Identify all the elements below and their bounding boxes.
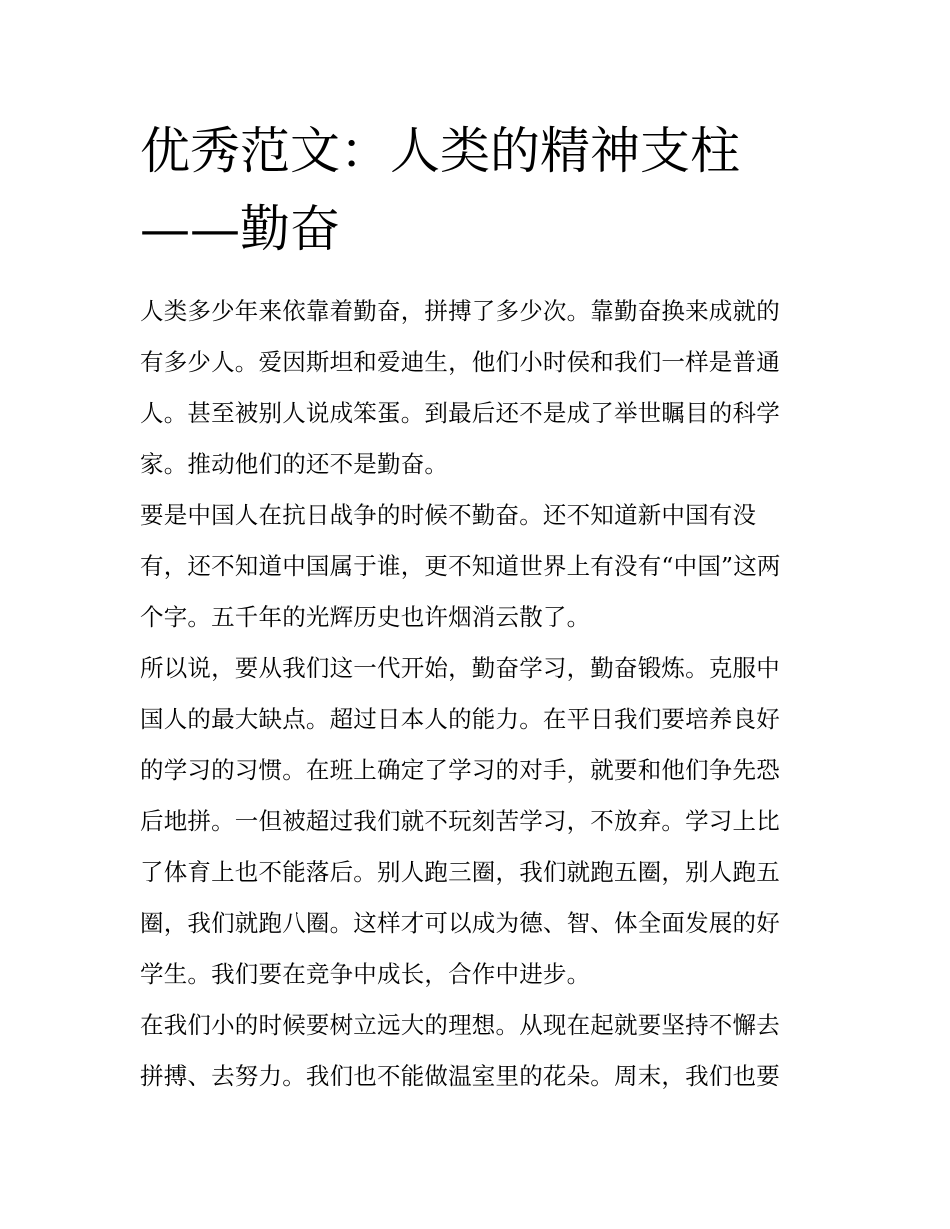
text-line: 人。甚至被别人说成笨蛋。到最后还不是成了举世瞩目的科学 (140, 399, 780, 427)
title-line: ——勤奋 (140, 200, 340, 258)
paragraph (140, 1000, 812, 1102)
text-line: 拼搏、去努力。我们也不能做温室里的花朵。周末，我们也要 (140, 1062, 780, 1090)
text-line: 圈，我们就跑八圈。这样才可以成为德、智、体全面发展的好 (140, 909, 780, 937)
text-line: 学生。我们要在竞争中成长，合作中进步。 (140, 960, 591, 988)
document-title (140, 112, 812, 268)
paragraph (140, 490, 812, 643)
text-line: 的学习的习惯。在班上确定了学习的对手，就要和他们争先恐 (140, 756, 780, 784)
text-line: 所以说，要从我们这一代开始，勤奋学习，勤奋锻炼。克服中 (140, 654, 780, 682)
text-line: 有，还不知道中国属于谁，更不知道世界上有没有“中国”这两 (140, 552, 781, 580)
text-line: 要是中国人在抗日战争的时候不勤奋。还不知道新中国有没 (140, 501, 757, 529)
paragraph (140, 643, 812, 1000)
title-line: 优秀范文：人类的精神支柱 (140, 122, 740, 180)
paragraph (140, 286, 812, 490)
text-line: 后地拼。一但被超过我们就不玩刻苦学习，不放弃。学习上比 (140, 807, 780, 835)
text-line: 有多少人。爱因斯坦和爱迪生，他们小时侯和我们一样是普通 (140, 348, 780, 376)
text-line: 个字。五千年的光辉历史也许烟消云散了。 (140, 603, 591, 631)
text-line: 人类多少年来依靠着勤奋，拼搏了多少次。靠勤奋换来成就的 (140, 297, 780, 325)
text-line: 在我们小的时候要树立远大的理想。从现在起就要坚持不懈去 (140, 1011, 780, 1039)
text-line: 家。推动他们的还不是勤奋。 (140, 450, 449, 478)
document-page (140, 112, 812, 1102)
document-body (140, 286, 812, 1102)
text-line: 国人的最大缺点。超过日本人的能力。在平日我们要培养良好 (140, 705, 780, 733)
text-line: 了体育上也不能落后。别人跑三圈，我们就跑五圈，别人跑五 (140, 858, 780, 886)
